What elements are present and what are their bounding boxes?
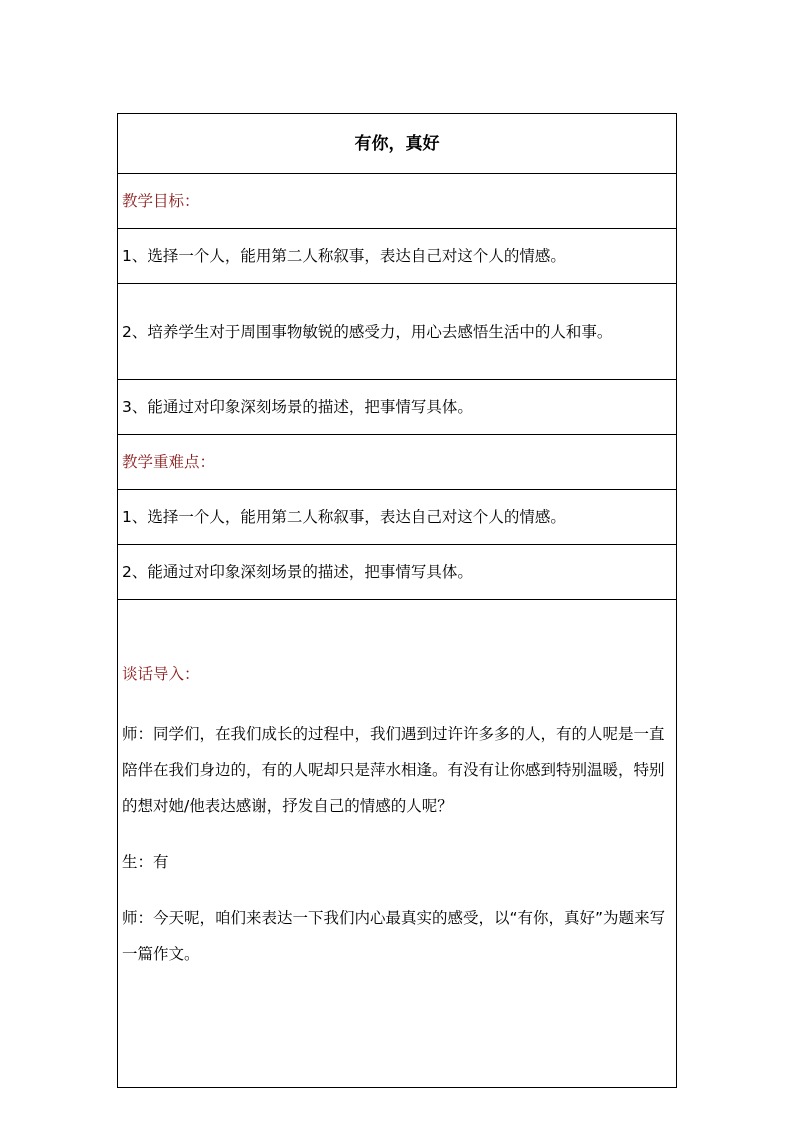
objective-item-3: 3、能通过对印象深刻场景的描述，把事情写具体。 <box>118 380 677 435</box>
teacher-paragraph-1: 师：同学们，在我们成长的过程中，我们遇到过许许多多的人，有的人呢是一直陪伴在我们身边的，有的人呢却只是萍水相逢。有没有让你感到特别温暖，特别的想对她/他表达感谢，抒发自己的情感的人呢？ <box>122 725 665 815</box>
student-reply: 生：有 <box>122 853 169 871</box>
key-points-heading: 教学重难点： <box>118 435 677 490</box>
lesson-plan-table <box>117 113 677 1088</box>
teacher-paragraph-2: 师：今天呢，咱们来表达一下我们内心最真实的感受，以“有你，真好”为题来写一篇作文。 <box>122 909 666 963</box>
key-point-item-1: 1、选择一个人，能用第二人称叙事，表达自己对这个人的情感。 <box>118 490 677 545</box>
objective-item-1: 1、选择一个人，能用第二人称叙事，表达自己对这个人的情感。 <box>118 229 677 284</box>
objectives-heading: 教学目标： <box>118 174 677 229</box>
objective-item-2: 2、培养学生对于周围事物敏锐的感受力，用心去感悟生活中的人和事。 <box>118 284 677 380</box>
document-title: 有你，真好 <box>118 114 677 174</box>
key-point-item-2: 2、能通过对印象深刻场景的描述，把事情写具体。 <box>118 545 677 600</box>
key-point-row <box>118 545 677 600</box>
key-point-row <box>118 490 677 545</box>
intro-cell <box>118 600 677 1088</box>
objective-row <box>118 380 677 435</box>
title-row <box>118 114 677 174</box>
objectives-heading-row <box>118 174 677 229</box>
intro-heading: 谈话导入： <box>122 665 200 683</box>
objective-row <box>118 284 677 380</box>
key-points-heading-row <box>118 435 677 490</box>
objective-row <box>118 229 677 284</box>
intro-row <box>118 600 677 1088</box>
